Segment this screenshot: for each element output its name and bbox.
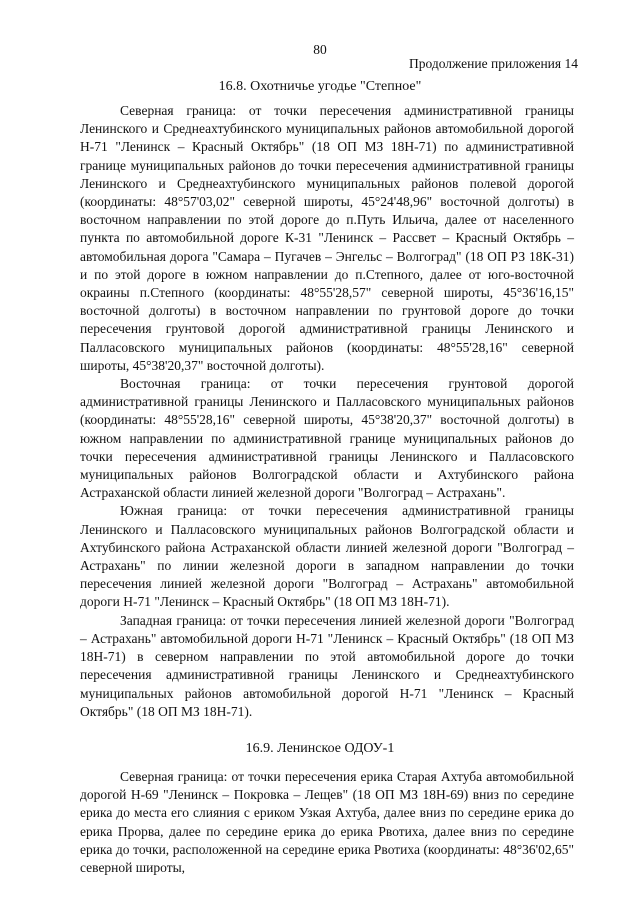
boundary-paragraph-west: Западная граница: от точки пересечения линией железной дороги "Волгоград – Астрахань" автомобильной дороги Н-71 "Ленинск – Красный Октябрь" (18 ОП МЗ 18Н-71) в северном направлении по этой автомобильной дороге до точки пересечения административной границы Ленинского и Среднеахтубинского муниципальных районов автомобильной дорогой Н-71 "Ленинск – Красный Октябрь" (18 ОП МЗ 18Н-71). [80,612,574,719]
boundary-paragraph-north: Северная граница: от точки пересечения ерика Старая Ахтуба автомобильной дорогой Н-69 "Ленинск – Покровка – Лещев" (18 ОП МЗ 18Н-69) вниз по середине ерика до места его слияния с ериком Узкая Ахтуба, далее вниз по середине ерика до ерика Прорва, далее по середине ерика до ерика Рвотиха, далее вниз по середине ерика до точки, расположенной на середине ерика Рвотиха (координаты: 48°36'02,65" северной широты, [80,769,574,876]
section-heading: 16.9. Ленинское ОДОУ-1 [245,741,395,756]
boundary-paragraph-east: Восточная граница: от точки пересечения грунтовой дорогой административной границы Ленинского и Палласовского муниципальных районов (координаты: 48°55'28,16" северной широты, 45°38'20,37" восточной долготы) в южном направлении по административной границе муниципальных районов до точки пересечения административной границы Ленинского и Палласовского муниципальных районов Волгоградской области и Ахтубинского района Астраханской области линией железной дороги "Волгоград – Астрахань". [80,376,574,501]
section-heading: 16.8. Охотничье угодье "Степное" [218,79,422,94]
section-body [80,768,574,877]
section-body [80,102,574,721]
boundary-paragraph-north: Северная граница: от точки пересечения административной границы Ленинского и Среднеахтубинского муниципальных районов автомобильной дорогой Н-71 "Ленинск – Красный Октябрь" (18 ОП МЗ 18Н-71) по административной границе муниципальных районов до точки пересечения административной границы Ленинского и Среднеахтубинского муниципальных районов полевой дорогой (координаты: 48°57'03,02" северной широты, 45°24'48,96" восточной долготы) в восточном направлении по этой дороге до п.Путь Ильича, далее от населенного пункта по автомобильной дороге К-31 "Ленинск – Рассвет – Красный Октябрь – автомобильная дорога "Самара – Пугачев – Энгельс – Волгоград" (18 ОП РЗ 18К-31) и по этой дороге в южном направлении до п.Степного, далее от юго-восточной окраины п.Степного (координаты: 48°55'28,57" северной широты, 45°36'16,15" восточной долготы) в восточном направлении по грунтовой дороге до точки пересечения грунтовой дорогой административной границы Ленинского и Палласовского муниципальных районов (координаты: 48°55'28,16" северной широты, 45°38'20,37" восточной долготы). [80,103,574,373]
page-number: 80 [313,42,327,57]
boundary-paragraph-south: Южная граница: от точки пересечения административной границы Ленинского и Палласовского муниципальных районов Волгоградской области и Ахтубинского района Астраханской области линией железной дороги "Волгоград – Астрахань" по линии железной дороги в западном направлении до точки пересечения линией железной дороги "Волгоград – Астрахань" автомобильной дороги Н-71 "Ленинск – Красный Октябрь" (18 ОП МЗ 18Н-71). [80,503,574,610]
appendix-note: Продолжение приложения 14 [408,56,578,71]
